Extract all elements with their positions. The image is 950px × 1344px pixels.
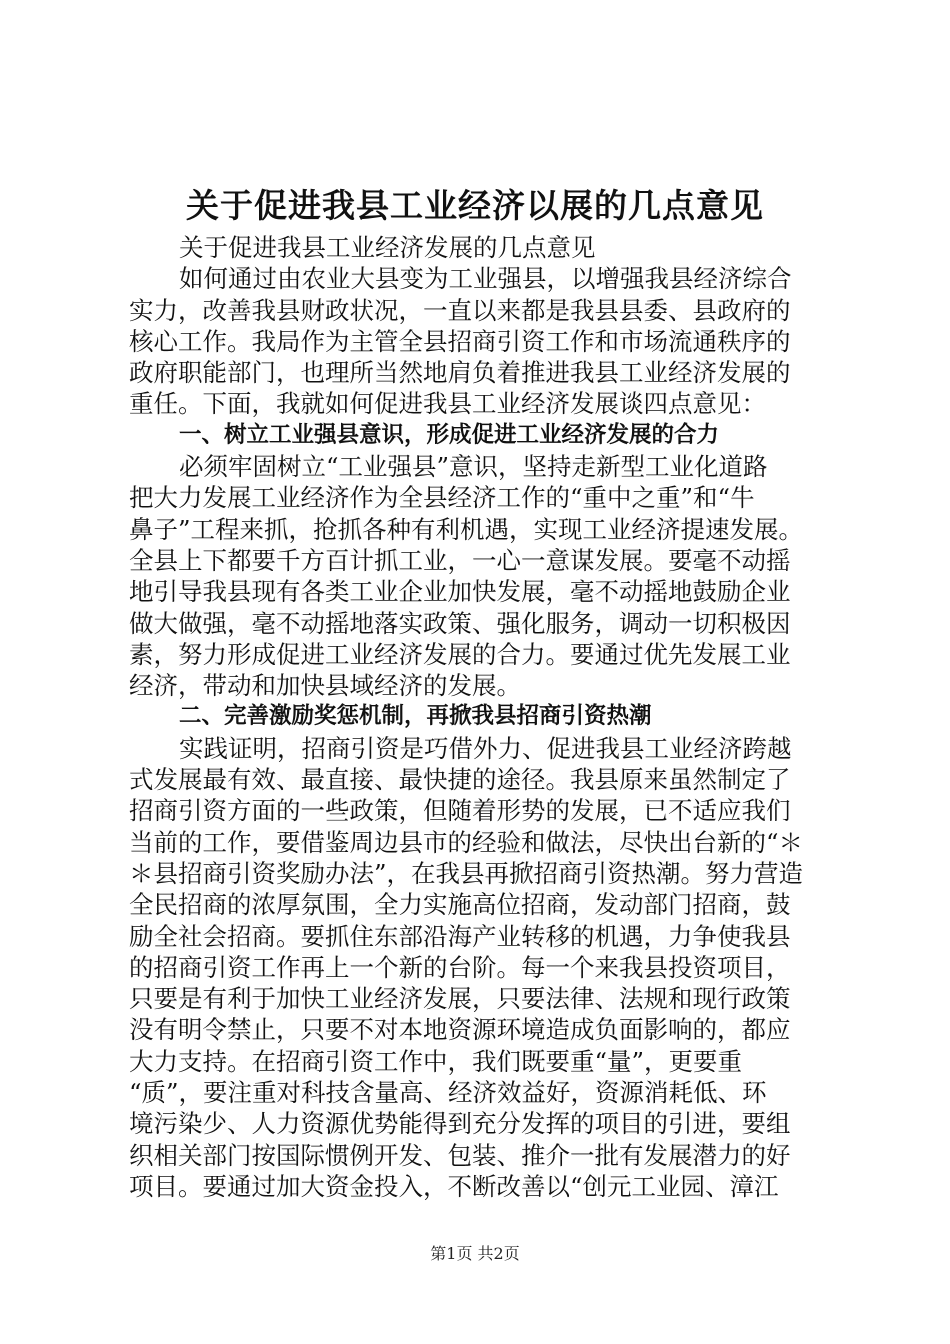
body-text-line: 实力，改善我县财政状况，一直以来都是我县县委、县政府的 [129, 295, 791, 325]
body-text-line: 招商引资方面的一些政策，但随着形势的发展，已不适应我们 [129, 796, 791, 826]
body-text-line: 式发展最有效、最直接、最快捷的途径。我县原来虽然制定了 [129, 765, 791, 795]
body-text-line: 把大力发展工业经济作为全县经济工作的“重中之重”和“牛 [129, 483, 755, 513]
body-text-line: 重任。下面，我就如何促进我县工业经济发展谈四点意见： [129, 389, 766, 419]
document-title: 关于促进我县工业经济以展的几点意见 [186, 186, 764, 225]
section-heading: 二、完善激励奖惩机制，再掀我县招商引资热潮 [179, 703, 652, 730]
body-text-line: 织相关部门按国际惯例开发、包装、推介一批有发展潜力的好 [129, 1140, 791, 1170]
body-text-line: 全民招商的浓厚氛围，全力实施高位招商，发动部门招商，鼓 [129, 890, 791, 920]
body-text-line: 没有明令禁止，只要不对本地资源环境造成负面影响的，都应 [129, 1015, 791, 1045]
body-text-line: 境污染少、人力资源优势能得到充分发挥的项目的引进，要组 [129, 1109, 791, 1139]
body-text-line: 励全社会招商。要抓住东部沿海产业转移的机遇，力争使我县 [129, 921, 791, 951]
body-text-line: 如何通过由农业大县变为工业强县，以增强我县经济综合 [179, 264, 792, 294]
body-text-line: 全县上下都要千方百计抓工业，一心一意谋发展。要毫不动摇 [129, 545, 791, 575]
section-heading: 一、树立工业强县意识，形成促进工业经济发展的合力 [179, 421, 720, 448]
body-text-line: “质”，要注重对科技含量高、经济效益好，资源消耗低、环 [129, 1078, 767, 1108]
body-text-line: 核心工作。我局作为主管全县招商引资工作和市场流通秩序的 [129, 326, 791, 356]
body-text-line: 经济，带动和加快县域经济的发展。 [129, 671, 521, 701]
page-number-footer: 第1页 共2页 [430, 1244, 520, 1263]
body-text-line: ＊县招商引资奖励办法”，在我县再掀招商引资热潮。努力营造 [129, 858, 804, 888]
body-text-line: 鼻子”工程来抓，抢抓各种有利机遇，实现工业经济提速发展。 [129, 514, 804, 544]
body-text-line: 素，努力形成促进工业经济发展的合力。要通过优先发展工业 [129, 639, 791, 669]
body-text-line: 地引导我县现有各类工业企业加快发展，毫不动摇地鼓励企业 [129, 577, 791, 607]
body-text-line: 只要是有利于加快工业经济发展，只要法律、法规和现行政策 [129, 984, 791, 1014]
body-text-line: 实践证明，招商引资是巧借外力、促进我县工业经济跨越 [179, 733, 792, 763]
body-text-line: 关于促进我县工业经济发展的几点意见 [179, 233, 596, 262]
body-text-line: 必须牢固树立“工业强县”意识，坚持走新型工业化道路 [179, 452, 768, 482]
body-text-line: 当前的工作，要借鉴周边县市的经验和做法，尽快出台新的“＊ [129, 827, 804, 857]
body-text-line: 的招商引资工作再上一个新的台阶。每一个来我县投资项目， [129, 952, 791, 982]
body-text-line: 项目。要通过加大资金投入，不断改善以“创元工业园、漳江 [129, 1171, 779, 1201]
body-text-line: 大力支持。在招商引资工作中，我们既要重“量”，更要重 [129, 1046, 743, 1076]
body-text-line: 政府职能部门，也理所当然地肩负着推进我县工业经济发展的 [129, 358, 791, 388]
body-text-line: 做大做强，毫不动摇地落实政策、强化服务，调动一切积极因 [129, 608, 791, 638]
document-body [129, 232, 831, 1202]
